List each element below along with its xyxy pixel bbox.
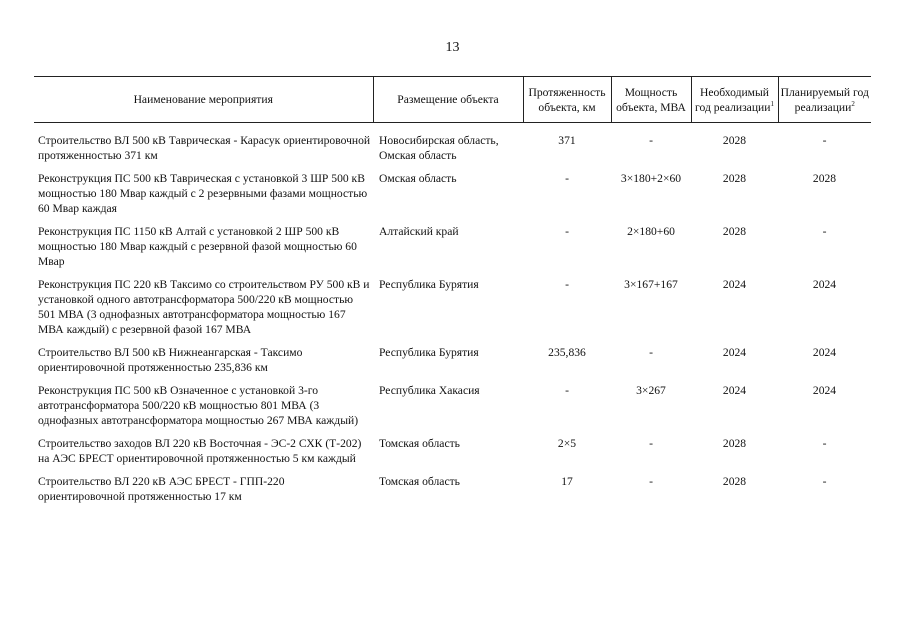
cell-location: Томская область [379, 475, 460, 488]
cell-planned-year: - [822, 225, 827, 238]
cell-location: Республика Бурятия [379, 346, 479, 359]
table-row [34, 277, 871, 345]
cell-location: Омская область [379, 172, 457, 185]
cell-length: - [565, 278, 569, 291]
cell-name: Строительство ВЛ 500 кВ Нижнеангарская - Таксимо ориентировочной протяженностью 235,836 км [38, 346, 303, 374]
cell-location: Новосибирская область, Омская область [379, 134, 499, 162]
header-required-year-label: Необходимый год реализации [695, 85, 771, 114]
cell-location: Алтайский край [379, 225, 459, 238]
cell-required-year: 2028 [722, 134, 747, 147]
header-planned-year-label: Планируемый год реализации [780, 85, 869, 114]
cell-name: Строительство заходов ВЛ 220 кВ Восточная - ЭС-2 СХК (Т-202) на АЭС БРЕСТ ориентировочной протяженностью 5 км каждый [38, 437, 362, 465]
cell-power: - [649, 134, 653, 147]
cell-power: 3×267 [636, 384, 666, 397]
cell-length: 17 [561, 475, 573, 488]
cell-location: Республика Бурятия [379, 278, 479, 291]
measures-table [34, 76, 871, 512]
cell-name: Реконструкция ПС 500 кВ Означенное с установкой 3-го автотрансформатора 500/220 кВ мощностью 801 МВА (3 однофазных автотрансформатора мощностью 267 МВА каждый) [38, 384, 359, 427]
cell-power: 3×180+2×60 [620, 172, 682, 185]
cell-power: 2×180+60 [627, 225, 675, 238]
cell-length: 235,836 [548, 346, 586, 359]
cell-location: Республика Хакасия [379, 384, 480, 397]
cell-location: Томская область [379, 437, 460, 450]
cell-planned-year: 2028 [812, 172, 837, 185]
cell-planned-year: 2024 [812, 384, 837, 397]
cell-planned-year: 2024 [812, 278, 837, 291]
cell-length: - [565, 225, 569, 238]
cell-power: - [649, 475, 653, 488]
footnote-mark-1: 1 [770, 99, 774, 108]
cell-length: - [565, 384, 569, 397]
page-number: 13 [445, 40, 460, 55]
cell-name: Реконструкция ПС 500 кВ Таврическая с установкой 3 ШР 500 кВ мощностью 180 Мвар каждый с 2 резервными фазами мощностью 60 Мвар каждая [38, 172, 368, 215]
header-location: Размещение объекта [373, 77, 523, 123]
footnote-mark-2: 2 [851, 99, 855, 108]
cell-required-year: 2024 [722, 346, 747, 359]
cell-planned-year: - [822, 134, 827, 147]
cell-name: Строительство ВЛ 500 кВ Таврическая - Карасук ориентировочной протяженностью 371 км [38, 134, 371, 162]
header-name: Наименование мероприятия [34, 77, 373, 123]
header-length: Протяженность объекта, км [523, 77, 611, 123]
table-row [34, 383, 871, 436]
cell-power: - [649, 346, 653, 359]
cell-power: - [649, 437, 653, 450]
cell-power: 3×167+167 [624, 278, 678, 291]
cell-length: - [565, 172, 569, 185]
cell-length: 2×5 [557, 437, 577, 450]
header-planned-year [778, 77, 871, 123]
cell-required-year: 2028 [722, 437, 747, 450]
table-row [34, 436, 871, 474]
cell-required-year: 2028 [722, 172, 747, 185]
cell-required-year: 2028 [722, 475, 747, 488]
table-row [34, 345, 871, 383]
cell-name: Строительство ВЛ 220 кВ АЭС БРЕСТ - ГПП-220 ориентировочной протяженностью 17 км [38, 475, 285, 503]
cell-required-year: 2028 [722, 225, 747, 238]
cell-planned-year: 2024 [812, 346, 837, 359]
header-power: Мощность объекта, МВА [611, 77, 691, 123]
table-row [34, 224, 871, 277]
cell-planned-year: - [822, 437, 827, 450]
header-required-year [691, 77, 778, 123]
table-row [34, 474, 871, 512]
cell-name: Реконструкция ПС 1150 кВ Алтай с установкой 2 ШР 500 кВ мощностью 180 Мвар каждый с резервной фазой мощностью 60 Мвар [38, 225, 357, 268]
cell-length: 371 [558, 134, 576, 147]
cell-required-year: 2024 [722, 384, 747, 397]
table-row [34, 171, 871, 224]
cell-name: Реконструкция ПС 220 кВ Таксимо со строительством РУ 500 кВ и установкой одного автотрансформатора 500/220 кВ мощностью 501 МВА (3 однофазных автотрансформатора мощностью 167 МВА каждый) с резервной фазой 167 МВА [38, 278, 370, 336]
table-header-row [34, 77, 871, 123]
cell-required-year: 2024 [722, 278, 747, 291]
cell-planned-year: - [822, 475, 827, 488]
table-row [34, 133, 871, 171]
